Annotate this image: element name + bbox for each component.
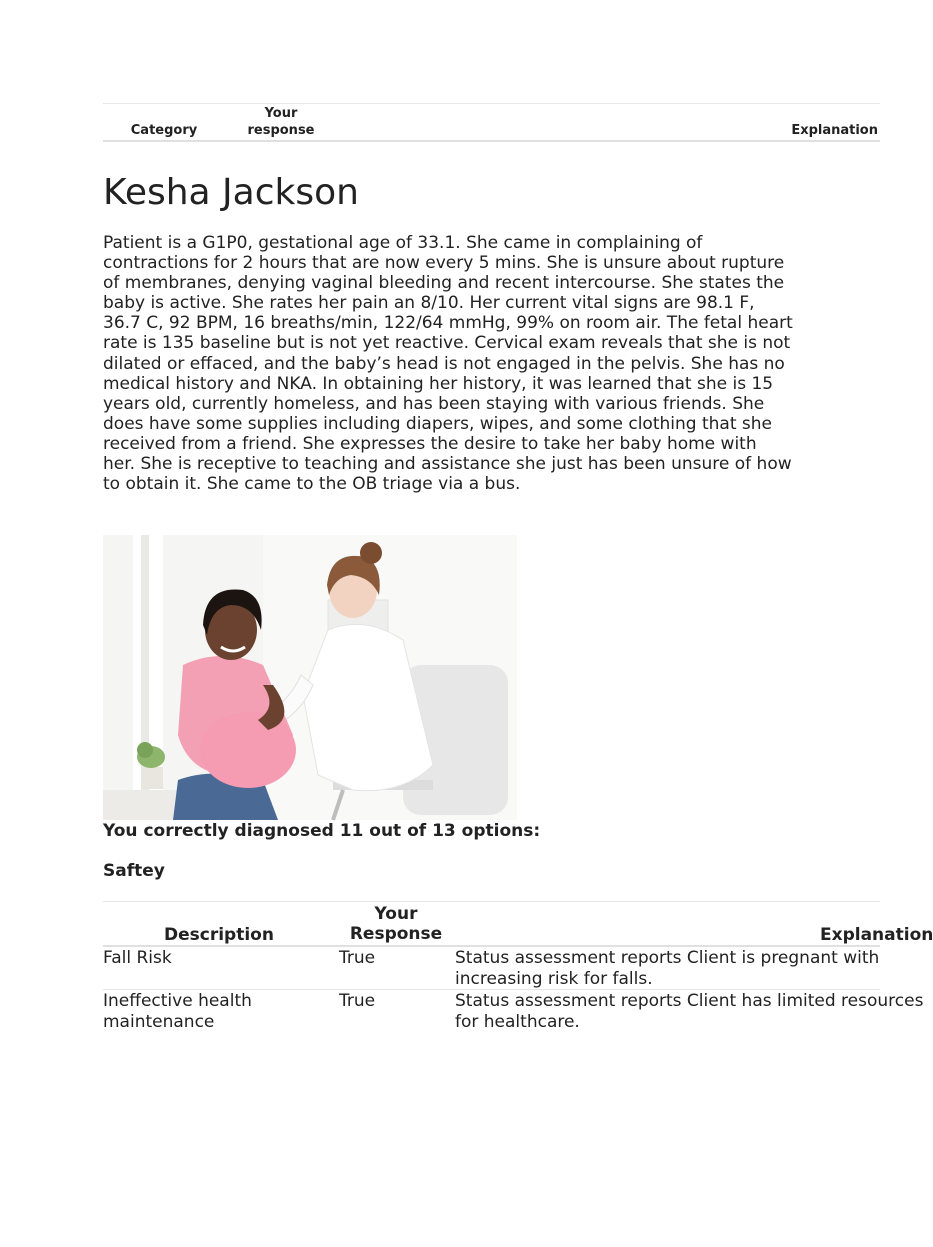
table-row — [103, 948, 880, 990]
row-response: True — [339, 948, 376, 968]
column-header-explanation: Explanation — [820, 925, 933, 945]
patient-name: Kesha Jackson — [103, 172, 359, 213]
row-explanation: Status assessment reports Client is pregnant with increasing risk for falls. — [455, 948, 880, 989]
diagnosis-table-header — [103, 901, 933, 947]
row-description: Fall Risk — [103, 948, 172, 968]
column-header-explanation: Explanation — [791, 123, 878, 138]
column-header-your-response: Your Response — [349, 904, 443, 944]
clinic-illustration-icon — [103, 535, 517, 820]
patient-narrative: Patient is a G1P0, gestational age of 33.1. She came in complaining of contractions for 2 hours that are now every 5 mins. She is unsure about rupture of membranes, denying vaginal bleeding and recent intercourse. She states the baby is active. She rates her pain an 8/10. Her current vital signs are 98.1 F, 36.7 C, 92 BPM, 16 breaths/min, 122/64 mmHg, 99% on room air. The fetal heart rate is 135 baseline but is not yet reactive. Cervical exam reveals that she is not dilated or effaced, and the baby’s head is not engaged in the pelvis. She has no medical history and NKA. In obtaining her history, it was learned that she is 15 years old, currently homeless, and has been staying with various friends. She does have some supplies including diapers, wipes, and some clothing that she received from a friend. She expresses the desire to take her baby home with her. She is receptive to teaching and assistance she just has been unsure of how to obtain it. She came to the OB triage via a bus. — [103, 233, 793, 495]
column-header-your-response: Your response — [247, 106, 315, 138]
column-header-description: Description — [164, 925, 274, 945]
results-header-table — [103, 103, 880, 142]
row-response: True — [339, 991, 376, 1011]
score-summary: You correctly diagnosed 11 out of 13 options: — [103, 821, 541, 841]
table-row — [103, 991, 924, 1035]
row-description: Ineffective health maintenance — [103, 991, 252, 1032]
column-header-category: Category — [130, 123, 198, 138]
row-explanation: Status assessment reports Client has limited resources for healthcare. — [455, 991, 924, 1032]
diagnosis-table — [103, 901, 933, 1041]
section-title-safety: Saftey — [103, 861, 165, 881]
patient-photo — [103, 535, 517, 820]
